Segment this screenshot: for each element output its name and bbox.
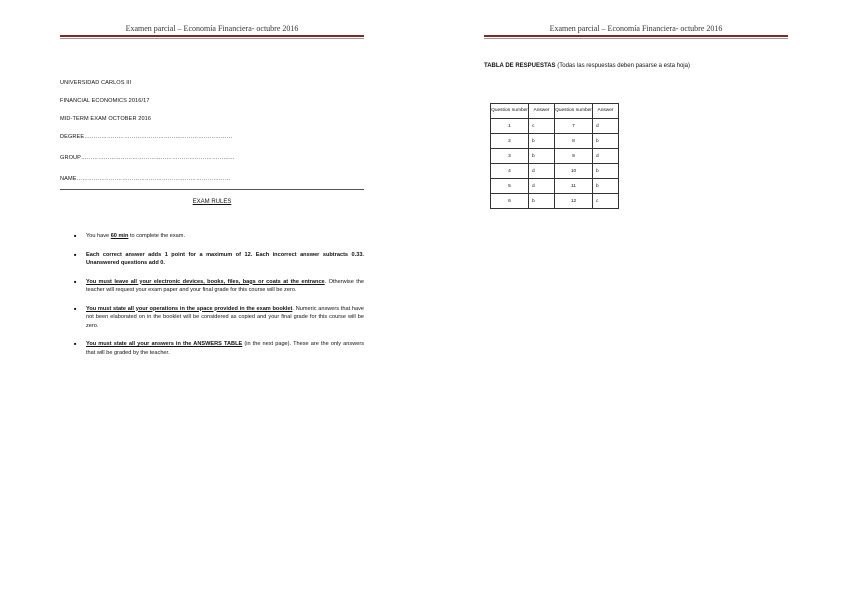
answers-page (424, 0, 848, 599)
question-number-cell: 11 (555, 179, 593, 194)
answers-table-title: TABLA DE RESPUESTAS (Todas las respuestas deben pasarse a esta hoja) (484, 63, 690, 69)
question-number-cell: 4 (491, 164, 529, 179)
answer-cell[interactable]: c (529, 119, 555, 134)
group-field[interactable]: GROUP……………………………………………………………………… (60, 155, 235, 161)
column-header: Question number (491, 104, 529, 119)
name-field[interactable]: NAME……………………………………………………………………… (60, 176, 231, 182)
rule-item: ■ You must leave all your electronic devices, books, files, bags or coats at the entrance. Otherwise the teacher will request your exam paper and your final grade for this course will be zero. (74, 278, 364, 295)
answer-cell[interactable]: b (529, 194, 555, 209)
question-number-cell: 6 (491, 194, 529, 209)
answer-cell[interactable]: c (593, 194, 619, 209)
column-header: Answer (593, 104, 619, 119)
section-divider (60, 189, 364, 190)
rules-list (74, 232, 364, 367)
rule-item: ■ Each correct answer adds 1 point for a maximum of 12. Each incorrect answer subtracts 0.33. Unanswered questions add 0. (74, 251, 364, 268)
header-rule (484, 35, 788, 37)
question-number-cell: 9 (555, 149, 593, 164)
answer-cell[interactable]: d (593, 119, 619, 134)
page-header: Examen parcial – Economía Financiera- octubre 2016 (125, 24, 299, 33)
column-header: Answer (529, 104, 555, 119)
question-number-cell: 8 (555, 134, 593, 149)
header-rule-thin (484, 38, 788, 39)
rules-title: EXAM RULES (192, 199, 232, 205)
table-row (491, 134, 619, 149)
question-number-cell: 12 (555, 194, 593, 209)
table-row (491, 149, 619, 164)
table-row (491, 164, 619, 179)
column-header: Question number (555, 104, 593, 119)
question-number-cell: 7 (555, 119, 593, 134)
header-rule-thin (60, 38, 364, 39)
answer-cell[interactable]: d (529, 179, 555, 194)
question-number-cell: 3 (491, 149, 529, 164)
answer-cell[interactable]: b (593, 179, 619, 194)
exam-label: MID-TERM EXAM OCTOBER 2016 (60, 116, 152, 122)
answer-cell[interactable]: b (593, 164, 619, 179)
answer-cell[interactable]: d (593, 149, 619, 164)
degree-field[interactable]: DEGREE…………………………………………………………………… (60, 134, 233, 140)
answer-cell[interactable]: b (529, 149, 555, 164)
rule-item: ■ You must state all your operations in the space provided in the exam booklet. Numeric answers that have not been elaborated on in the booklet will be considered as copied and your final grade for this course will be zero. (74, 305, 364, 331)
question-number-cell: 1 (491, 119, 529, 134)
question-number-cell: 5 (491, 179, 529, 194)
answers-table (490, 103, 619, 209)
university-label: UNIVERSIDAD CARLOS III (60, 80, 132, 86)
header-rule (60, 35, 364, 37)
question-number-cell: 10 (555, 164, 593, 179)
rule-item: ■ You have 60 min to complete the exam. (74, 232, 364, 241)
table-header-row (491, 104, 619, 119)
answer-cell[interactable]: d (529, 164, 555, 179)
rule-item: ■ You must state all your answers in the ANSWERS TABLE (in the next page). These are the only answers that will be graded by the teacher. (74, 340, 364, 357)
answer-cell[interactable]: b (529, 134, 555, 149)
answer-cell[interactable]: b (593, 134, 619, 149)
table-row (491, 179, 619, 194)
question-number-cell: 2 (491, 134, 529, 149)
table-row (491, 119, 619, 134)
course-label: FINANCIAL ECONOMICS 2016/17 (60, 98, 150, 104)
page-header: Examen parcial – Economía Financiera- octubre 2016 (549, 24, 723, 33)
table-row (491, 194, 619, 209)
